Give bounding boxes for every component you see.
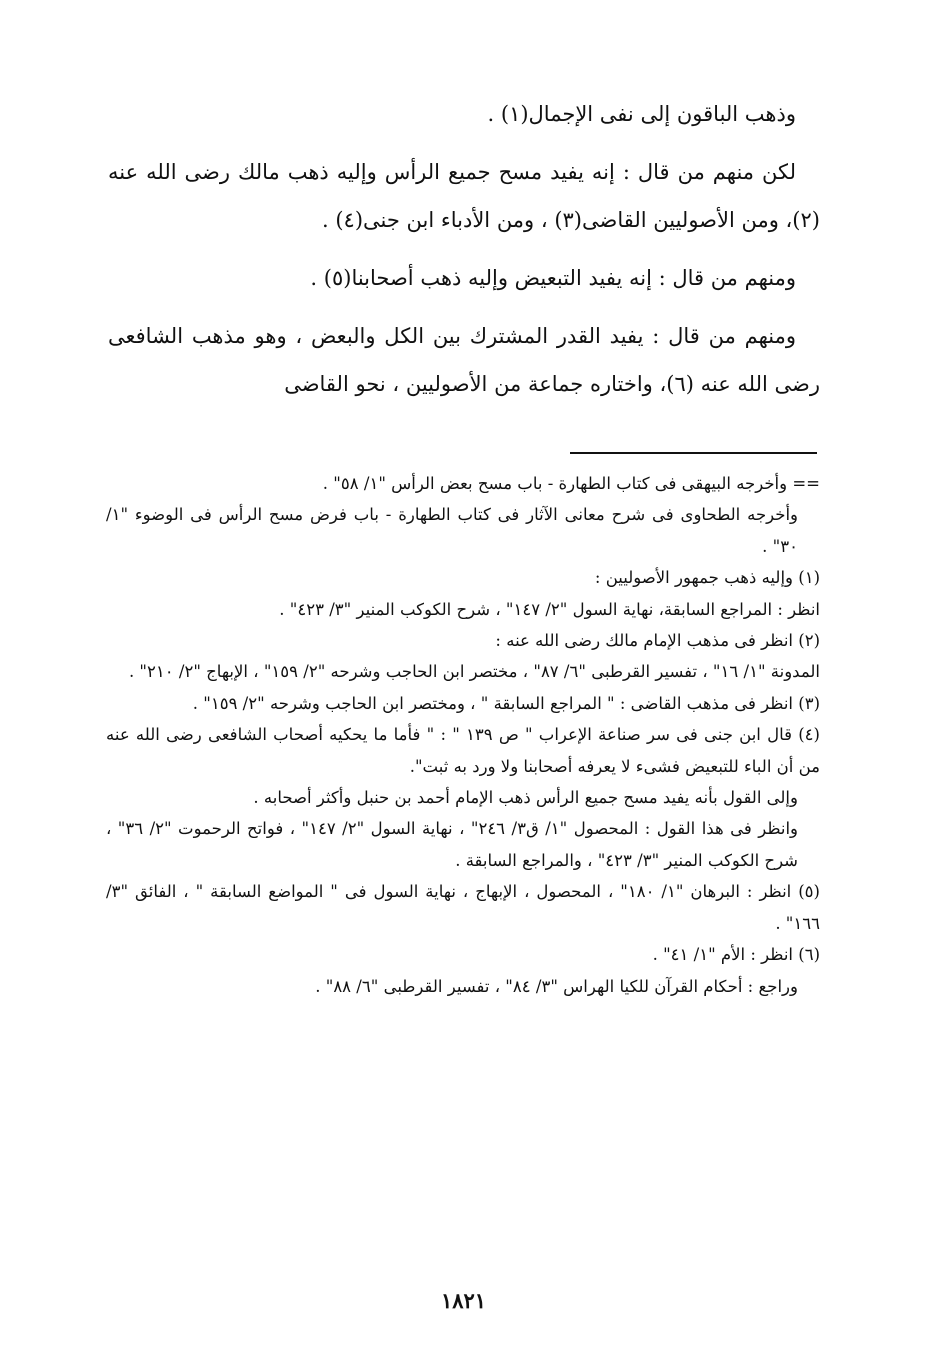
main-paragraph: لكن منهم من قال : إنه يفيد مسح جميع الرأس وإليه ذهب مالك رضى الله عنه (٢)، ومن الأصوليين القاضى(٣) ، ومن الأدباء ابن جنى(٤) . <box>108 160 820 232</box>
footnote-carryover: == وأخرجه البيهقى فى كتاب الطهارة - باب مسح بعض الرأس "١/ ٥٨" . <box>322 474 820 493</box>
main-paragraph: ومنهم من قال : إنه يفيد التبعيض وإليه ذهب أصحابنا(٥) . <box>310 266 796 290</box>
footnote-1-reference: انظر : المراجع السابقة، نهاية السول "٢/ ١٤٧" ، شرح الكوكب المنير "٣/ ٤٢٣" . <box>279 599 820 619</box>
main-paragraph: وذهب الباقون إلى نفى الإجمال(١) . <box>487 102 796 126</box>
page-number: ١٨٢١ <box>440 1288 487 1313</box>
main-text-body <box>108 90 820 418</box>
footnote-5: (٥) انظر : البرهان "١/ ١٨٠" ، المحصول ، الإبهاج ، نهاية السول فى " المواضع السابقة " ، الفائق "٣/ ١٦٦" . <box>106 882 820 933</box>
footnote-3: (٣) انظر فى مذهب القاضى : " المراجع السابقة " ، ومختصر ابن الحاجب وشرحه "٢/ ١٥٩" . <box>192 693 820 713</box>
footnote-6-continuation: وراجع : أحكام القرآن للكيا الهراس "٣/ ٨٤" ، تفسير القرطبى "٦/ ٨٨" . <box>315 976 798 996</box>
footnote-carryover: وأخرجه الطحاوى فى شرح معانى الآثار فى كتاب الطهارة - باب فرض مسح الرأس فى الوضوء "١/ ٣٠" . <box>106 505 798 556</box>
footnote-4: (٤) قال ابن جنى فى سر صناعة الإعراب " ص ١٣٩ " : " فأما ما يحكيه أصحاب الشافعى رضى الله عنه من أن الباء للتبعيض فشىء لا يعرفه أصحابنا ولا ورد به ثبت". <box>106 725 820 776</box>
footnote-4-continuation: وإلى القول بأنه يفيد مسح جميع الرأس ذهب الإمام أحمد بن حنبل وأكثر أصحابه . <box>253 788 798 808</box>
footnotes-section <box>106 468 820 1002</box>
footnote-divider <box>570 452 817 454</box>
footnote-1: (١) وإليه ذهب جمهور الأصوليين : <box>594 568 820 588</box>
footnote-6: (٦) انظر : الأم "١/ ٤١" . <box>652 945 820 965</box>
footnote-4-continuation: وانظر فى هذا القول : المحصول "١/ ق٣/ ٢٤٦" ، نهاية السول "٢/ ١٤٧" ، فواتح الرحموت "٢/ ٣٦" ، شرح الكوكب المنير "٣/ ٤٢٣" ، والمراجع السابقة . <box>106 819 799 870</box>
main-paragraph: ومنهم من قال : يفيد القدر المشترك بين الكل والبعض ، وهو مذهب الشافعى رضى الله عنه (٦)، واختاره جماعة من الأصوليين ، نحو القاضى <box>108 324 820 396</box>
footnote-2: (٢) انظر فى مذهب الإمام مالك رضى الله عنه : <box>495 631 820 651</box>
footnote-2-reference: المدونة "١/ ١٦" ، تفسير القرطبى "٦/ ٨٧" ، مختصر ابن الحاجب وشرحه "٢/ ١٥٩" ، الإبهاج "٢/ ٢١٠" . <box>128 662 820 682</box>
